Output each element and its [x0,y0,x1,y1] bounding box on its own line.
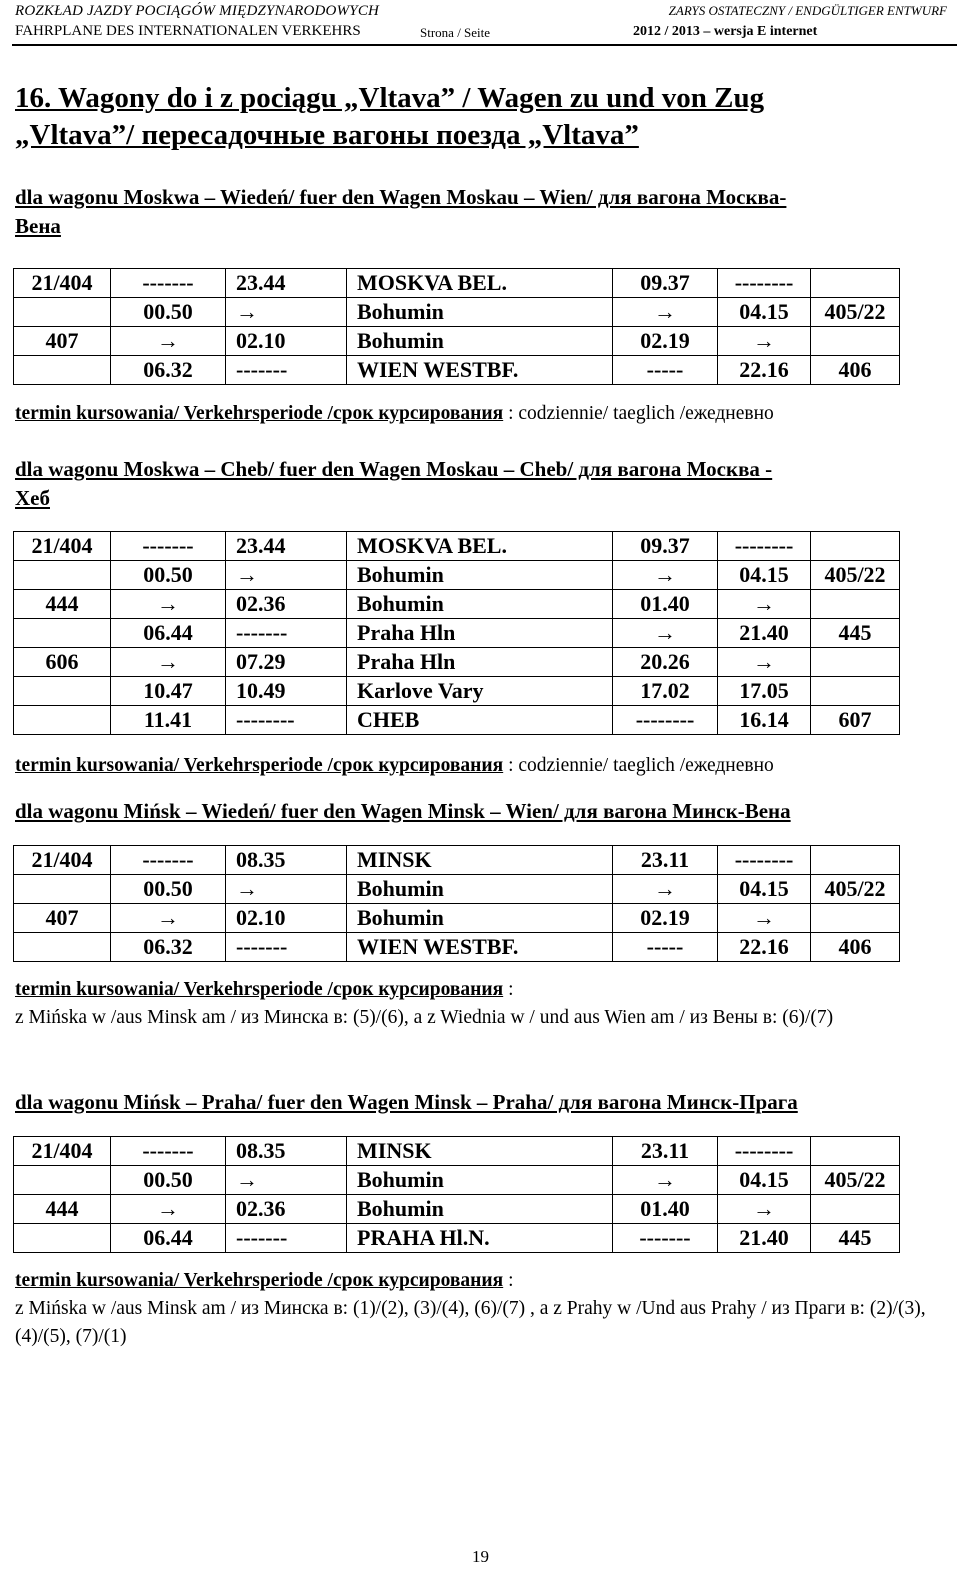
table-cell [811,1137,900,1166]
table-cell [14,561,111,590]
table-cell: → [111,648,226,677]
section-heading [15,183,950,241]
table-cell: 04.15 [718,298,811,327]
table-cell: 10.47 [111,677,226,706]
header-draft-label: ZARYS OSTATECZNY / ENDGÜLTIGER ENTWURF [668,3,947,18]
running-period-label: termin kursowania/ Verkehrsperiode /срок курсирования [15,755,504,776]
table-cell [811,532,900,561]
table-cell: 444 [14,1195,111,1224]
running-period [15,400,950,428]
schedule-table [13,268,900,385]
header-title-polish: ROZKŁAD JAZDY POCIĄGÓW MIĘDZYNARODOWYCH [15,3,380,19]
table-cell: → [718,590,811,619]
table-cell [14,677,111,706]
table-cell: Bohumin [347,561,613,590]
table-cell: 01.40 [613,590,718,619]
table-cell: 23.11 [613,846,718,875]
table-cell: 01.40 [613,1195,718,1224]
table-cell: 02.19 [613,327,718,356]
table-cell: 17.05 [718,677,811,706]
table-cell: 00.50 [111,561,226,590]
table-cell: 16.14 [718,706,811,735]
table-cell: 17.02 [613,677,718,706]
table-cell: ------- [111,846,226,875]
table-cell: → [613,875,718,904]
table-cell [811,327,900,356]
table-cell: 07.29 [226,648,347,677]
table-cell: 22.16 [718,356,811,385]
table-cell: 04.15 [718,875,811,904]
table-cell: → [718,904,811,933]
table-cell: 405/22 [811,561,900,590]
table-cell: Bohumin [347,1166,613,1195]
table-cell [811,590,900,619]
section-heading-line2: Вена [15,214,61,238]
table-cell: 405/22 [811,1166,900,1195]
table-cell: → [111,1195,226,1224]
running-period-label: termin kursowania/ Verkehrsperiode /срок курсирования [15,979,504,1000]
table-cell: Praha Hln [347,619,613,648]
table-cell: 06.44 [111,1224,226,1253]
running-period-value: : [508,1270,514,1291]
table-cell: CHEB [347,706,613,735]
table-cell [14,1166,111,1195]
table-row [14,677,900,706]
table-cell: 08.35 [226,1137,347,1166]
table-cell: → [613,298,718,327]
table-cell: 607 [811,706,900,735]
running-period [15,1267,950,1351]
table-cell: 09.37 [613,532,718,561]
table-cell: → [613,561,718,590]
table-cell [811,1195,900,1224]
table-cell: MINSK [347,846,613,875]
table-cell: ------- [613,1224,718,1253]
header-page-label: Strona / Seite [420,25,491,40]
table-cell: → [718,648,811,677]
table-cell: 406 [811,933,900,962]
table-cell: Bohumin [347,1195,613,1224]
table-row [14,1137,900,1166]
table-cell: 444 [14,590,111,619]
running-period-details: z Mińska w /aus Minsk am / из Минска в: (5)/(6), a z Wiednia w / und aus Wien am / из Вены в: (6)/(7) [15,1007,834,1028]
section-heading-line1: dla wagonu Moskwa – Wiedeń/ fuer den Wagen Moskau – Wien/ для вагона Москва- [15,185,787,209]
section-heading [15,797,950,826]
header-divider [12,44,957,46]
table-cell: -------- [718,846,811,875]
table-cell: → [226,1166,347,1195]
section-heading-line1: dla wagonu Moskwa – Cheb/ fuer den Wagen Moskau – Cheb/ для вагона Москва - [15,457,773,481]
table-cell: 20.26 [613,648,718,677]
table-row [14,1166,900,1195]
table-cell: → [613,1166,718,1195]
table-cell: 04.15 [718,561,811,590]
table-cell: 445 [811,1224,900,1253]
table-cell: ------- [226,619,347,648]
table-cell: Bohumin [347,904,613,933]
running-period-value: : codziennie/ taeglich /ежедневно [508,403,774,424]
table-cell: 22.16 [718,933,811,962]
table-cell: 445 [811,619,900,648]
table-cell: Bohumin [347,590,613,619]
table-cell: -------- [718,532,811,561]
page-title-line2: „Vltava”/ пересадочные вагоны поезда „Vltava” [15,119,639,151]
table-cell: 405/22 [811,298,900,327]
table-cell: → [226,875,347,904]
table-cell: 02.10 [226,327,347,356]
table-row [14,327,900,356]
page-title-line1: 16. Wagony do i z pociągu „Vltava” / Wagen zu und von Zug [15,82,765,114]
table-row [14,648,900,677]
table-cell: ------- [226,933,347,962]
table-cell: 11.41 [111,706,226,735]
table-cell [14,1224,111,1253]
table-row [14,875,900,904]
table-cell: Karlove Vary [347,677,613,706]
table-cell: 09.37 [613,269,718,298]
section-heading-line2: Хеб [15,486,50,510]
table-cell: 06.32 [111,933,226,962]
running-period-details: z Mińska w /aus Minsk am / из Минска в: (1)/(2), (3)/(4), (6)/(7) , a z Prahy w /Und aus Prahy / из Праги в: (2)/(3), (4)/(5), (7)/(1) [15,1298,926,1347]
page-title [15,80,945,154]
header-version-label: 2012 / 2013 – wersja E internet [633,24,818,39]
table-cell [811,904,900,933]
table-row [14,904,900,933]
table-row [14,561,900,590]
page-header [15,3,950,45]
running-period-label: termin kursowania/ Verkehrsperiode /срок курсирования [15,1270,504,1291]
table-row [14,269,900,298]
section-heading [15,455,950,513]
table-cell: Bohumin [347,298,613,327]
table-row [14,298,900,327]
table-cell: 21.40 [718,619,811,648]
table-cell: → [226,561,347,590]
table-cell: 21/404 [14,1137,111,1166]
table-cell [14,875,111,904]
table-row [14,1195,900,1224]
table-cell: WIEN WESTBF. [347,933,613,962]
table-cell: 21.40 [718,1224,811,1253]
table-cell [14,933,111,962]
table-cell: 407 [14,327,111,356]
running-period-label: termin kursowania/ Verkehrsperiode /срок курсирования [15,403,504,424]
section-heading-line1: dla wagonu Mińsk – Praha/ fuer den Wagen Minsk – Praha/ для вагона Минск-Прага [15,1090,798,1114]
table-cell: 606 [14,648,111,677]
table-cell: -------- [718,269,811,298]
running-period-value: : codziennie/ taeglich /ежедневно [508,755,774,776]
table-cell: 23.44 [226,532,347,561]
table-cell: ------- [111,532,226,561]
table-cell: 08.35 [226,846,347,875]
table-cell [811,677,900,706]
table-cell: Bohumin [347,327,613,356]
table-cell: ------- [111,269,226,298]
table-cell [14,356,111,385]
table-cell: → [718,1195,811,1224]
table-cell: 06.32 [111,356,226,385]
table-row [14,1224,900,1253]
table-cell [811,648,900,677]
table-cell: Praha Hln [347,648,613,677]
table-cell: 23.11 [613,1137,718,1166]
table-cell: → [718,327,811,356]
table-cell [14,298,111,327]
table-cell: ------- [226,1224,347,1253]
table-cell: 21/404 [14,532,111,561]
table-cell: 23.44 [226,269,347,298]
table-row [14,619,900,648]
table-cell: 04.15 [718,1166,811,1195]
table-cell: → [111,904,226,933]
table-row [14,706,900,735]
running-period [15,976,950,1032]
table-row [14,356,900,385]
table-cell: -------- [718,1137,811,1166]
table-cell: 407 [14,904,111,933]
table-cell: ----- [613,356,718,385]
table-cell [14,706,111,735]
schedule-table [13,1136,900,1253]
table-cell: 405/22 [811,875,900,904]
table-cell [811,269,900,298]
table-cell: -------- [226,706,347,735]
table-cell: 21/404 [14,269,111,298]
table-row [14,590,900,619]
table-cell: 02.36 [226,1195,347,1224]
table-cell: WIEN WESTBF. [347,356,613,385]
table-cell: ----- [613,933,718,962]
table-cell: Bohumin [347,875,613,904]
table-cell: PRAHA Hl.N. [347,1224,613,1253]
page-number: 19 [472,1547,489,1566]
header-title-german: FAHRPLANE DES INTERNATIONALEN VERKEHRS [15,23,361,39]
table-cell: ------- [111,1137,226,1166]
table-cell: 02.10 [226,904,347,933]
table-row [14,532,900,561]
table-cell: 10.49 [226,677,347,706]
table-cell: MINSK [347,1137,613,1166]
table-cell: 21/404 [14,846,111,875]
table-row [14,846,900,875]
table-cell: 02.19 [613,904,718,933]
table-cell: 00.50 [111,1166,226,1195]
table-cell: 406 [811,356,900,385]
table-cell: 06.44 [111,619,226,648]
table-cell: → [613,619,718,648]
table-cell: → [226,298,347,327]
table-cell: 00.50 [111,298,226,327]
table-cell [14,619,111,648]
table-cell: -------- [613,706,718,735]
table-cell: 00.50 [111,875,226,904]
running-period [15,752,950,780]
running-period-value: : [508,979,514,1000]
schedule-table [13,531,900,735]
section-heading [15,1088,950,1117]
table-cell: → [111,590,226,619]
table-cell: → [111,327,226,356]
table-cell: 02.36 [226,590,347,619]
table-row [14,933,900,962]
table-cell: MOSKVA BEL. [347,269,613,298]
table-cell: MOSKVA BEL. [347,532,613,561]
schedule-table [13,845,900,962]
table-cell [811,846,900,875]
section-heading-line1: dla wagonu Mińsk – Wiedeń/ fuer den Wagen Minsk – Wien/ для вагона Минск-Вена [15,799,791,823]
table-cell: ------- [226,356,347,385]
